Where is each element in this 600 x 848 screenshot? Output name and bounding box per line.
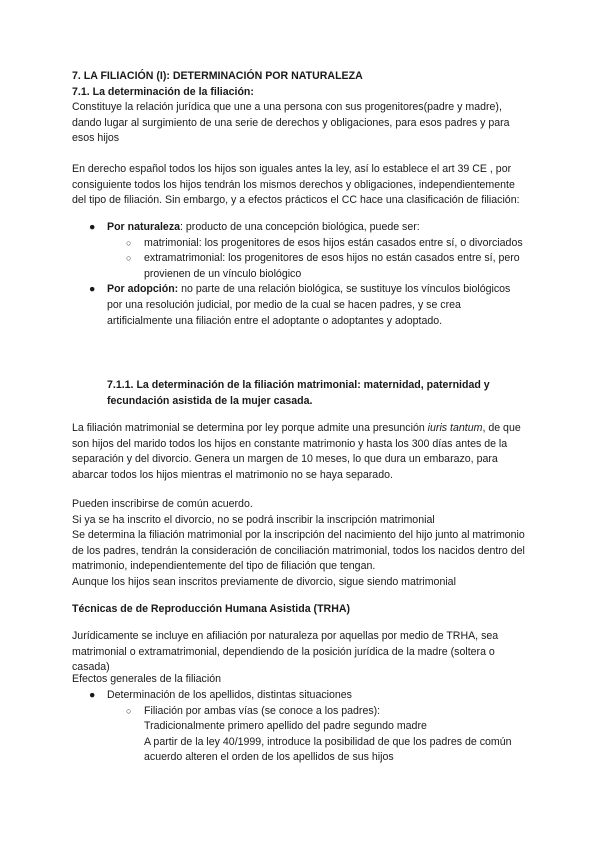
circle-bullet-icon: ○ <box>126 237 132 248</box>
circle-bullet-icon: ○ <box>126 253 132 264</box>
trha-heading: Técnicas de de Reproducción Humana Asistida (TRHA) <box>72 603 351 615</box>
trha-list <box>72 688 528 766</box>
trha-paragraph: Jurídicamente se incluye en afiliación por naturaleza por aquellas por medio de TRHA, sea matrimonial o extramatrimonial, dependiendo de la posición jurídica de la madre (soltera o casada) <box>72 630 499 674</box>
section-7-1-1-heading: 7.1.1. La determinación de la filiación matrimonial: maternidad, paternidad y fecundación asistida de la mujer casada. <box>107 379 490 407</box>
list-item-adopcion: ● Por adopción: no parte de una relación biológica, se sustituye los vínculos biológicos por una resolución judicial, por medio de la cual se hacen padres, y se crea artificialmente una filiación entre el adoptante o adoptantes y adoptado. <box>89 283 511 327</box>
list-item-ambas-vias-detail: Tradicionalmente primero apellido del padre segundo madre A partir de la ley 40/1999, introduce la posibilidad de que los padres de común acuerdo alteren el orden de los apellidos de sus hijos <box>144 720 512 764</box>
note-line: Si ya se ha inscrito el divorcio, no se podrá inscribir la inscripción matrimonial <box>72 513 435 526</box>
note-line: Pueden inscribirse de común acuerdo. <box>72 498 253 510</box>
doc-title: 7. LA FILIACIÓN (I): DETERMINACIÓN POR NATURALEZA <box>72 70 363 82</box>
bullet-icon: ● <box>89 689 96 701</box>
section-7-1-definition: Constituye la relación jurídica que une a una persona con sus progenitores(padre y madre), dando lugar al surgimiento de una serie de derechos y obligaciones, para esos padres y para esos hijos <box>72 101 510 145</box>
list-item-ambas-vias: ○ Filiación por ambas vías (se conoce a los padres): <box>72 704 528 720</box>
list-item-apellidos: ● Determinación de los apellidos, distintas situaciones <box>72 688 528 704</box>
note-line: Aunque los hijos sean inscritos previamente de divorcio, sigue siendo matrimonial <box>72 575 456 588</box>
circle-bullet-icon: ○ <box>126 705 132 716</box>
list-item-extramatrimonial: ○ extramatrimonial: los progenitores de esos hijos no están casados entre sí, pero provienen de un vínculo biológico <box>126 252 520 280</box>
list-item-naturaleza: ● Por naturaleza: producto de una concepción biológica, puede ser: <box>72 220 528 236</box>
section-7-1-paragraph: En derecho español todos los hijos son iguales antes la ley, así lo establece el art 39 CE , por consiguiente todos los hijos tendrán los mismos derechos y obligaciones, independientemente del tipo de filiación. Sin embargo, y a efectos prácticos el CC hace una clasificación de filiación: <box>72 163 520 207</box>
note-line: Se determina la filiación matrimonial por la inscripción del nacimiento del hijo junto al matrimonio de los padres, tendrán la consideración de conciliación matrimonial, todos los nacidos dentro del matrimonio, independientemente del tipo de filiación que tengan. <box>72 529 525 573</box>
classification-list <box>72 220 528 329</box>
list-item-matrimonial: ○ matrimonial: los progenitores de esos hijos están casados entre sí, o divorciados <box>72 236 528 252</box>
trha-effects-label: Efectos generales de la filiación <box>72 673 221 685</box>
bullet-icon: ● <box>89 283 96 296</box>
bullet-icon: ● <box>89 221 96 233</box>
section-7-1-heading: 7.1. La determinación de la filiación: <box>72 86 254 98</box>
section-7-1-1-notes <box>72 497 528 591</box>
section-7-1-1-paragraph: La filiación matrimonial se determina por ley porque admite una presunción iuris tantum, de que son hijos del marido todos los hijos en constante matrimonio y hasta los 300 días antes de la separación y del divorcio. Genera un margen de 10 meses, lo que dura un embarazo, para abarcar todos los hijos mientras el matrimonio no se haya separado. <box>72 422 521 481</box>
